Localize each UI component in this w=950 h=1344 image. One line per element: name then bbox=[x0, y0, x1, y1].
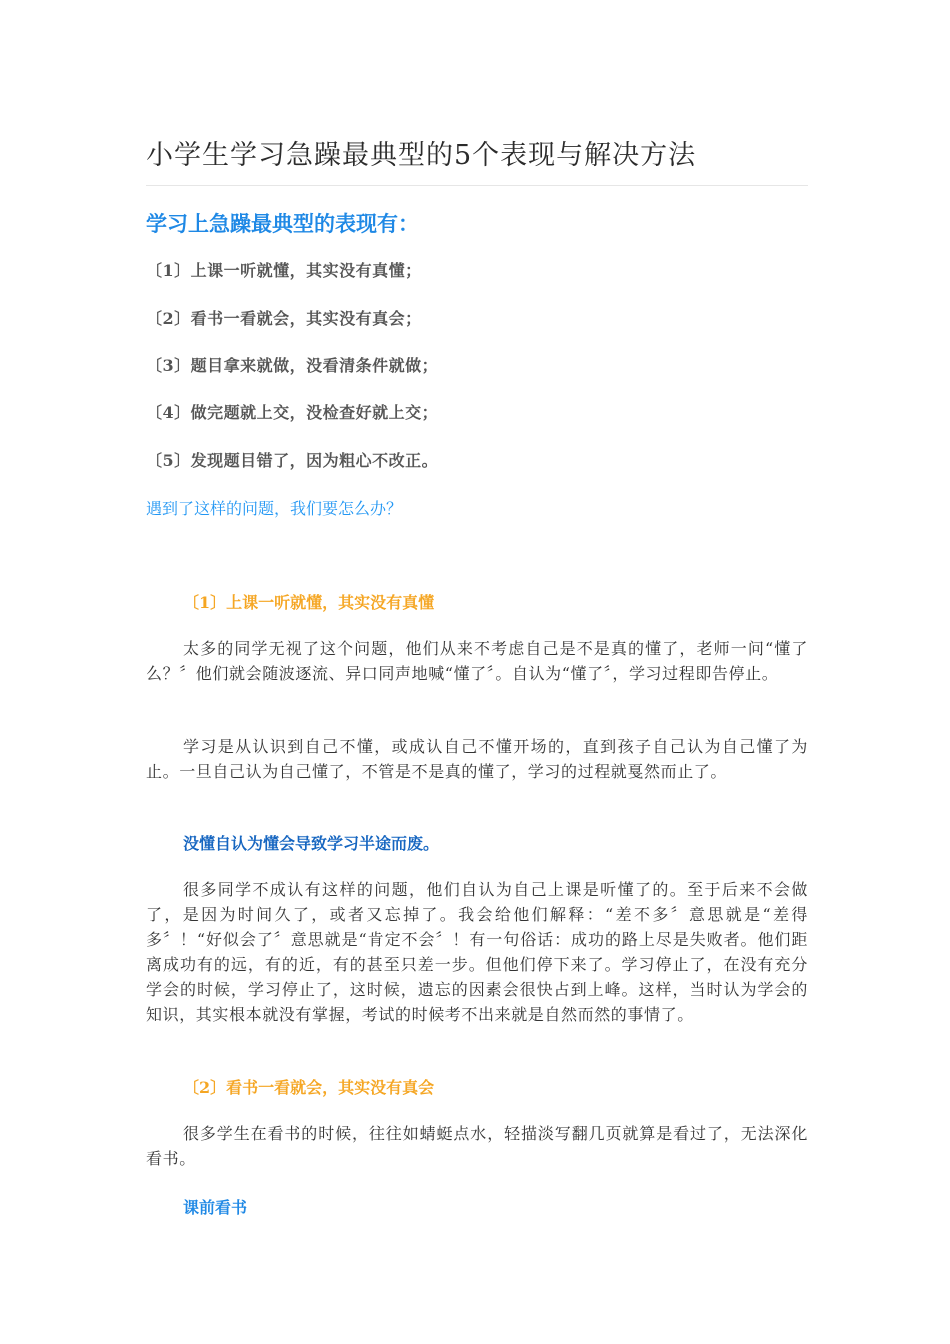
paragraph-4: 很多学生在看书的时候，往往如蜻蜓点水，轻描淡写翻几页就算是看过了，无法深化看书。 bbox=[146, 1124, 808, 1168]
section-heading: 学习上急躁最典型的表现有： bbox=[146, 211, 419, 236]
subheading-2: 〔2〕看书一看就会，其实没有真会 bbox=[183, 1078, 435, 1097]
symptom-item-1: 〔1〕上课一听就懂，其实没有真懂； bbox=[146, 261, 422, 280]
paragraph-2: 学习是从认识到自己不懂，或成认自己不懂开场的，直到孩子自己认为自己懂了为止。一旦自己认为自己懂了，不管是不是真的懂了，学习的过程就戛然而止了。 bbox=[146, 737, 808, 781]
symptom-item-3: 〔3〕题目拿来就做，没看清条件就做； bbox=[146, 356, 439, 375]
highlight-note-1: 没懂自认为懂会导致学习半途而废。 bbox=[183, 834, 440, 853]
document-title: 小学生学习急躁最典型的5个表现与解决方法 bbox=[146, 140, 697, 171]
question-text: 遇到了这样的问题，我们要怎么办？ bbox=[146, 499, 403, 518]
symptom-item-2: 〔2〕看书一看就会，其实没有真会； bbox=[146, 309, 422, 328]
paragraph-1: 太多的同学无视了这个问题，他们从来不考虑自己是不是真的懂了，老师一问“懂了么？〞他们就会随波逐流、异口同声地喊“懂了〞。自认为“懂了〞，学习过程即告停止。 bbox=[146, 639, 808, 683]
symptom-item-5: 〔5〕发现题目错了，因为粗心不改正。 bbox=[146, 451, 439, 470]
highlight-note-2: 课前看书 bbox=[183, 1198, 248, 1217]
subheading-1: 〔1〕上课一听就懂，其实没有真懂 bbox=[183, 593, 435, 612]
symptom-item-4: 〔4〕做完题就上交，没检查好就上交； bbox=[146, 403, 439, 422]
title-divider bbox=[146, 185, 808, 186]
paragraph-3: 很多同学不成认有这样的问题，他们自认为自己上课是听懂了的。至于后来不会做了，是因为时间久了，或者又忘掉了。我会给他们解释：“差不多〞意思就是“差得多〞！“好似会了〞意思就是“肯定不会〞！有一句俗话：成功的路上尽是失败者。他们距离成功有的远，有的近，有的甚至只差一步。但他们停下来了。学习停止了，在没有充分学会的时候，学习停止了，这时候，遗忘的因素会很快占到上峰。这样，当时认为学会的知识，其实根本就没有掌握，考试的时候考不出来就是自然而然的事情了。 bbox=[146, 880, 808, 1024]
